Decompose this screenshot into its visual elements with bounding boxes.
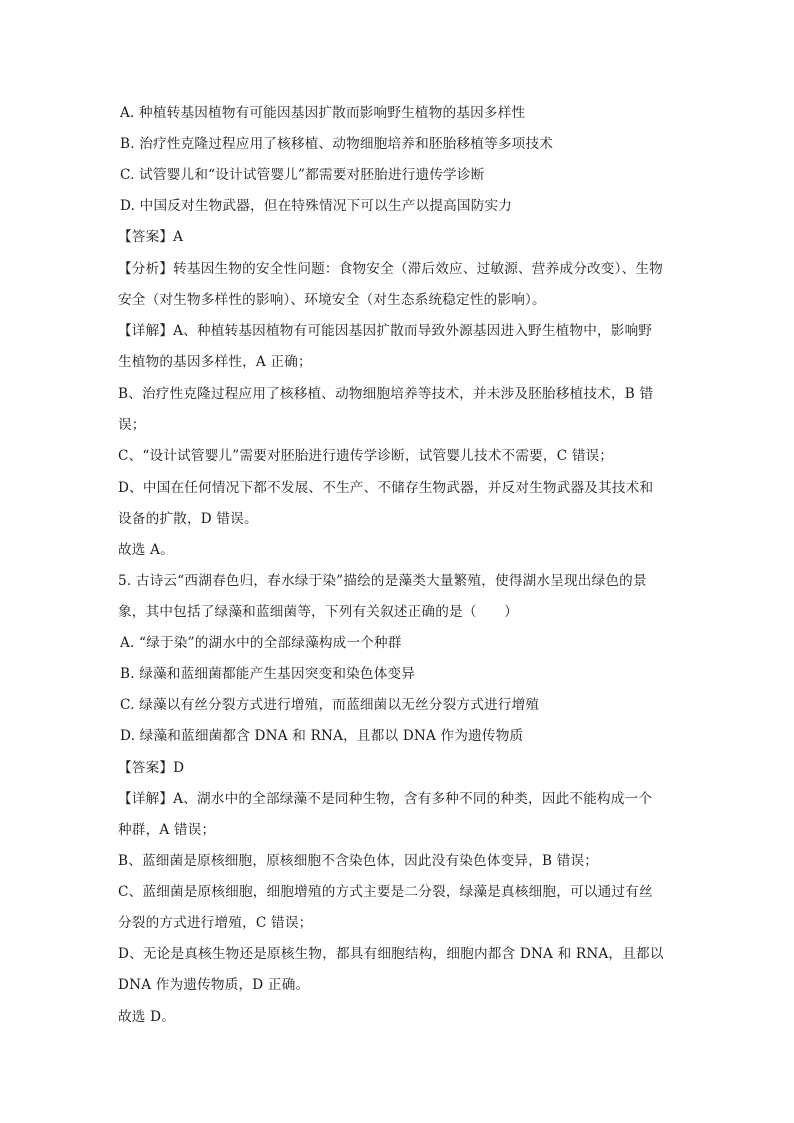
q5-explanation-line: B、蓝细菌是原核细胞，原核细胞不含染色体，因此没有染色体变异，B 错误； xyxy=(118,853,599,869)
q5-explanation-line: 【详解】A、湖水中的全部绿藻不是同种生物，含有多种不同的种类，因此不能构成一个 xyxy=(118,791,653,807)
q5-explanation-line: 分裂的方式进行增殖，C 错误； xyxy=(118,915,313,931)
q4-option-d: D. 中国反对生物武器，但在特殊情况下可以生产以提高国防实力 xyxy=(120,198,513,214)
q4-analysis-line: 安全（对生物多样性的影响）、环境安全（对生态系统稳定性的影响）。 xyxy=(118,292,546,308)
q5-explanation-line: DNA 作为遗传物质，D 正确。 xyxy=(118,977,310,993)
q5-explanation-line: D、无论是真核生物还是原核生物，都具有细胞结构，细胞内都含 DNA 和 RNA，且都以 xyxy=(118,946,664,962)
q5-option-a: A. “绿于染”的湖水中的全部绿藻构成一个种群 xyxy=(120,635,402,651)
q5-option-d: D. 绿藻和蓝细菌都含 DNA 和 RNA，且都以 DNA 作为遗传物质 xyxy=(120,728,524,744)
q4-explanation-line: C、“设计试管婴儿”需要对胚胎进行遗传学诊断，试管婴儿技术不需要，C 错误； xyxy=(118,448,614,464)
q5-option-b: B. 绿藻和蓝细菌都能产生基因突变和染色体变异 xyxy=(120,666,416,682)
q5-conclusion: 故选 D。 xyxy=(118,1009,176,1025)
q5-explanation-line: 种群，A 错误； xyxy=(118,822,216,838)
q4-conclusion: 故选 A。 xyxy=(118,542,174,558)
q4-option-a: A. 种植转基因植物有可能因基因扩散而影响野生植物的基因多样性 xyxy=(120,105,526,121)
q4-explanation-line: 生植物的基因多样性，A 正确； xyxy=(118,354,312,370)
q4-explanation-line: 设备的扩散，D 错误。 xyxy=(118,511,258,527)
q4-analysis-line: 【分析】转基因生物的安全性问题：食物安全（滞后效应、过敏源、营养成分改变）、生物 xyxy=(118,261,663,277)
q4-explanation-line: 误； xyxy=(118,417,146,433)
q5-stem-line: 5. 古诗云“西湖春色归，春水绿于染”描绘的是藻类大量繁殖，使得湖水呈现出绿色的景 xyxy=(118,573,647,589)
q4-answer: 【答案】A xyxy=(118,229,184,245)
q4-option-c: C. 试管婴儿和“设计试管婴儿”都需要对胚胎进行遗传学诊断 xyxy=(120,167,485,183)
q5-explanation-line: C、蓝细菌是原核细胞，细胞增殖的方式主要是二分裂，绿藻是真核细胞，可以通过有丝 xyxy=(118,884,653,900)
q4-explanation-line: B、治疗性克隆过程应用了核移植、动物细胞培养等技术，并未涉及胚胎移植技术，B 错 xyxy=(118,386,654,402)
q4-option-b: B. 治疗性克隆过程应用了核移植、动物细胞培养和胚胎移植等多项技术 xyxy=(120,136,554,152)
q5-option-c: C. 绿藻以有丝分裂方式进行增殖，而蓝细菌以无丝分裂方式进行增殖 xyxy=(120,697,540,713)
q5-answer: 【答案】D xyxy=(118,760,185,776)
q4-explanation-line: 【详解】A、种植转基因植物有可能因基因扩散而导致外源基因进入野生植物中，影响野 xyxy=(118,323,653,339)
q4-explanation-line: D、中国在任何情况下都不发展、不生产、不储存生物武器，并反对生物武器及其技术和 xyxy=(118,480,654,496)
q5-stem-line: 象，其中包括了绿藻和蓝细菌等，下列有关叙述正确的是（ ） xyxy=(118,604,519,620)
